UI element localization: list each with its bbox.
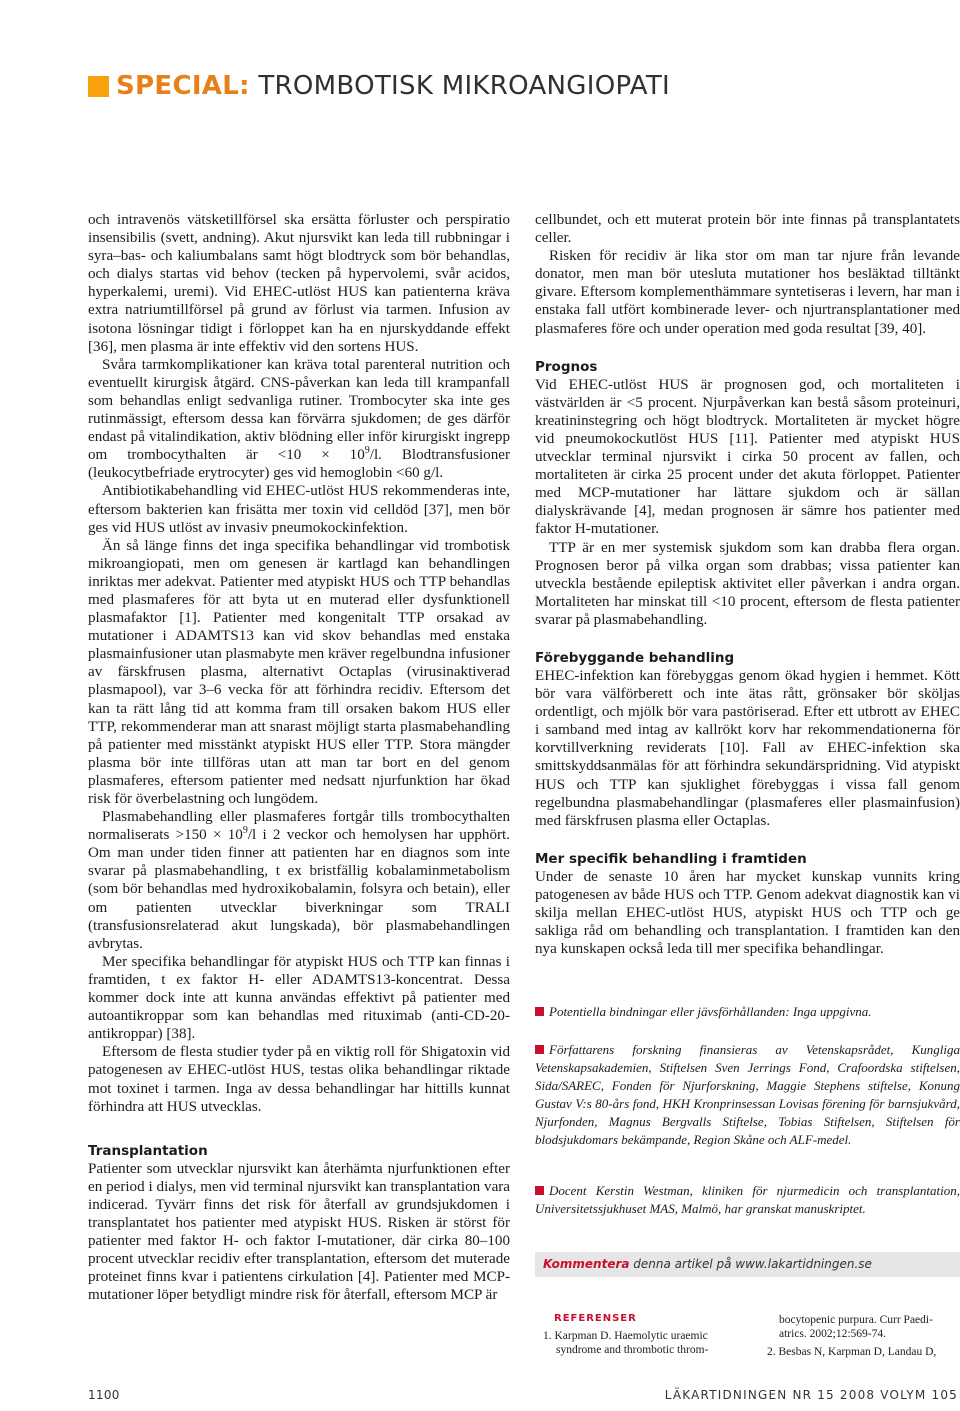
heading-framtiden: Mer specifik behandling i framtiden [535, 850, 807, 867]
heading-prognos: Prognos [535, 358, 598, 375]
heading-forebyggande: Förebyggande behandling [535, 649, 735, 666]
footnote-conflicts: Potentiella bindningar eller jävsförhållanden: Inga uppgivna. [535, 1003, 960, 1021]
paragraph: EHEC-infektion kan förebyggas genom ökad hygien i hemmet. Kött bör vara välförberett och inte ätas rått, grönsaker bör sköljas ordentligt, och mjölk bör vara pastöriserad. Efter ett utbrott av EHEC i samband med intag av kallrökt korv har rekommendationerna för korvtillverkning reviderats [10]. Fall av EHEC-infektion ska smittskyddsanmälas för att förhindra sekundärspridning. Vid atypiskt HUS och TTP kan sjuklighet förebyggas i vissa fall genom regelbundna plasmabehandlingar (plasmaferes eller plasmainfusion) med färskfrusen plasma eller Octaplas. [535, 667, 960, 829]
page-number: 1100 [88, 1388, 120, 1402]
paragraph: Svåra tarmkomplikationer kan kräva total parenteral nutrition och eventuellt kirurgisk åtgärd. CNS-påverkan kan leda till krampanfall som behandlas enligt sedvanliga rutiner. Trombocyter ska inte ges rutinmässigt, eftersom dessa kan förvärra sjukdomen; de ges därför endast på vitalindikation, aktiv blödning eller inför kirurgiskt ingrepp om trombocythalten är $<10 \times 10^9/l$. Blodtransfusioner (leukocytbefriade erytrocyter) ges vid hemoglobin <60 g/l. [88, 356, 511, 482]
comment-keyword[interactable]: Kommentera [543, 1257, 630, 1271]
paragraph: Patienter som utvecklar njursvikt kan återhämta njurfunktionen efter en period i dialys, men vid terminal njursvikt kan transplantation vara indicerad. Tyvärr finns det risk för återfall av grundsjukdomen i transplantatet hos patienter med atypiskt HUS. Risken är störst för patienter med faktor H- och faktor I-mutationer, där cirka 80–100 procent utvecklar recidiv efter transplantation, eftersom det muterade proteinet finns kvar i patientens cirkulation [4]. Patienter med MCP-mutationer löper betydligt mindre risk för återfall, eftersom MCP är [88, 1160, 510, 1304]
paragraph: Plasmabehandling eller plasmaferes fortgår tills trombocythalten normaliserats $>150 \times 10^9/l$ i 2 veckor och hemolysen har upphört. Om man under tiden finner att patienten har en diagnos som inte svarar på plasmabehandling, t ex bristfällig kobalaminmetabolism (som bör behandlas med hydroxikobalamin, folsyra och betain), eller om patienten utvecklar biverkningar som TRALI (transfusionsrelaterad akut lungskada), bör plasmabehandlingen avbrytas. [88, 809, 510, 952]
heading-transplantation: Transplantation [88, 1142, 208, 1159]
footnote-funding: Författarens forskning finansieras av Vetenskapsrådet, Kungliga Vetenskapsakademien, Stiftelsen Sven Jerrings Fond, Crafoordska stiftelsen, Sida/SAREC, Fonden för Njurforskning, Maggie Stephens stiftelse, Konung Gustav V:s 80-års fond, HKH Kronprinsessan Lovisas förening för barnsjukvård, Njurfonden, Magnus Bergvalls Stiftelse, Tobias Stiftelsen, Stiftelsen för blodsjukdomars bekämpande, Region Skåne och ALF-medel. [535, 1042, 960, 1147]
footnote-reviewer: Docent Kerstin Westman, kliniken för njurmedicin och transplantation, Universitetssjukhuset MAS, Malmö, har granskat manuskriptet. [535, 1183, 960, 1216]
paragraph: Vid EHEC-utlöst HUS är prognosen god, och mortaliteten i västvärlden är <5 procent. Njurpåverkan kan bestå såsom proteinuri, kreatininstegring och högt blodtryck. Mortaliteten är mycket högre vid pneumokockutlöst HUS [11]. Patienter med atypiskt HUS utvecklar terminal njursvikt i cirka 50 procent av fallen, och mortaliteten är cirka 25 procent under det akuta förloppet. Patienter med MCP-mutationer har lättare sjukdom och är sällan dialyskrävande [4], medan prognosen är sämre hos patienter med faktor H-mutationer. [535, 376, 960, 538]
bullet-square-icon [535, 1045, 544, 1054]
bullet-square-icon [535, 1186, 544, 1195]
paragraph: och intravenös vätsketillförsel ska ersätta förluster och perspiratio insensibilis (svett, andning). Akut njursvikt kan leda till rubbningar i syra–bas- och kaliumbalans samt högt blodtryck som bör behandlas, och dialys startas vid behov (tecken på hypervolemi, svår acidos, hyperkalemi, uremi). Vid EHEC-utlöst HUS kan patienterna kräva extra natriumtillförsel på grund av förlust via tarmen. Infusion av isotona lösningar tidigt i förloppet kan ha en njurskyddande effekt [36], men plasma är inte effektiv vid den sortens HUS. [88, 212, 510, 355]
paragraph: Eftersom de flesta studier tyder på en viktig roll för Shigatoxin vid patogenesen av EHEC-utlöst HUS, testas olika behandlingar riktade mot toxinet i tarmen. Inga av dessa behandlingar har hittills kunnat förhindra att HUS utvecklas. [88, 1044, 510, 1115]
reference-line: 1. Karpman D. Haemolytic uraemic [543, 1330, 708, 1342]
paragraph: Antibiotikabehandling vid EHEC-utlöst HUS rekommenderas inte, eftersom bakterien kan frisätta mer toxin vid celldöd [37], men bör ges vid HUS utlöst av invasiv pneumokockinfektion. [88, 483, 510, 536]
reference-line: 2. Besbas N, Karpman D, Landau D, [767, 1346, 937, 1358]
references-heading: REFERENSER [554, 1313, 637, 1324]
comment-text[interactable]: denna artikel på www.lakartidningen.se [629, 1257, 872, 1271]
bullet-square-icon [535, 1007, 544, 1016]
section-keyword: SPECIAL: [116, 71, 250, 101]
reference-line: syndrome and thrombotic throm- [556, 1344, 709, 1356]
paragraph: TTP är en mer systemisk sjukdom som kan drabba flera organ. Prognosen beror på vilka organ som drabbas; vissa patienter kan utveckla bestående epileptisk aktivitet eller påverkan i andra organ. Mortaliteten har minskat till <10 procent, eftersom de flesta patienter svarar på plasmabehandling. [535, 539, 960, 628]
journal-footer: LÄKARTIDNINGEN NR 15 2008 VOLYM 105 [664, 1388, 958, 1402]
section-name: TROMBOTISK MIKROANGIOPATI [258, 71, 671, 101]
paragraph: Än så länge finns det inga specifika behandlingar vid trombotisk mikroangiopati, men om genesen är kartlagd kan behandlingen inriktas mer adekvat. Patienter med atypiskt HUS och TTP behandlas med plasmaferes för att byta ut en muterad eller dysfunktionell plasmafaktor [1]. Patienter med kongenitalt TTP orsakad av mutationer i ADAMTS13 kan vid skov behandlas med enstaka plasmainfusioner utan plasmabyte men kräver regelbundna infusioner av färskfrusen plasma, alternativt Octaplas (virusinaktiverad plasmapool), var 3–6 vecka för att förhindra recidiv. Eftersom det kan ta rätt lång tid att komma fram till orsaken bakom HUS eller TTP, rekommenderar man att snarast möjligt starta plasmabehandling på patienter med misstänkt atypiskt HUS eller TTP. Stora mängder plasma bör inte tillföras utan att man tar bort en del genom plasmaferes, eftersom patienter med nedsatt njurfunktion har ökad risk för överbelastning och lungödem. [88, 537, 510, 807]
reference-line: bocytopenic purpura. Curr Paedi- [779, 1314, 933, 1326]
article-column-right [535, 211, 960, 958]
paragraph: Under de senaste 10 åren har mycket kunskap vunnits kring patogenesen av både HUS och TTP. Genom adekvat diagnostik kan vi skilja mellan EHEC-utlöst HUS, atypiskt HUS och TTP och ge sakliga råd om behandling och transplantation. I framtiden kan den nya kunskapen också leda till mer specifika behandlingar. [535, 868, 960, 958]
reference-line: atrics. 2002;12:569-74. [779, 1328, 886, 1340]
paragraph: Mer specifika behandlingar för atypiskt HUS och TTP kan finnas i framtiden, t ex faktor H- eller ADAMTS13-koncentrat. Dessa kommer dock inte att kunna användas effektivt på patienter med autoantikroppar som kan behandlas med rituximab (anti-CD-20-antikroppar) [38]. [88, 953, 510, 1043]
article-column-left [88, 211, 510, 1304]
paragraph: cellbundet, och ett muterat protein bör inte finnas på transplantatets celler. [535, 212, 960, 247]
paragraph: Risken för recidiv är lika stor om man tar njure från levande donator, men man bör utesluta mutationer hos besläktad tilltänkt givare. Eftersom komplementhämmare syntetiseras i levern, har man i enstaka fall utfört kombinerade lever- och njurtransplantationer med plasmaferes före och under operation med goda resultat [39, 40]. [535, 248, 960, 337]
comment-banner[interactable] [535, 1252, 960, 1277]
section-square-icon [88, 76, 109, 97]
section-title [116, 69, 670, 103]
